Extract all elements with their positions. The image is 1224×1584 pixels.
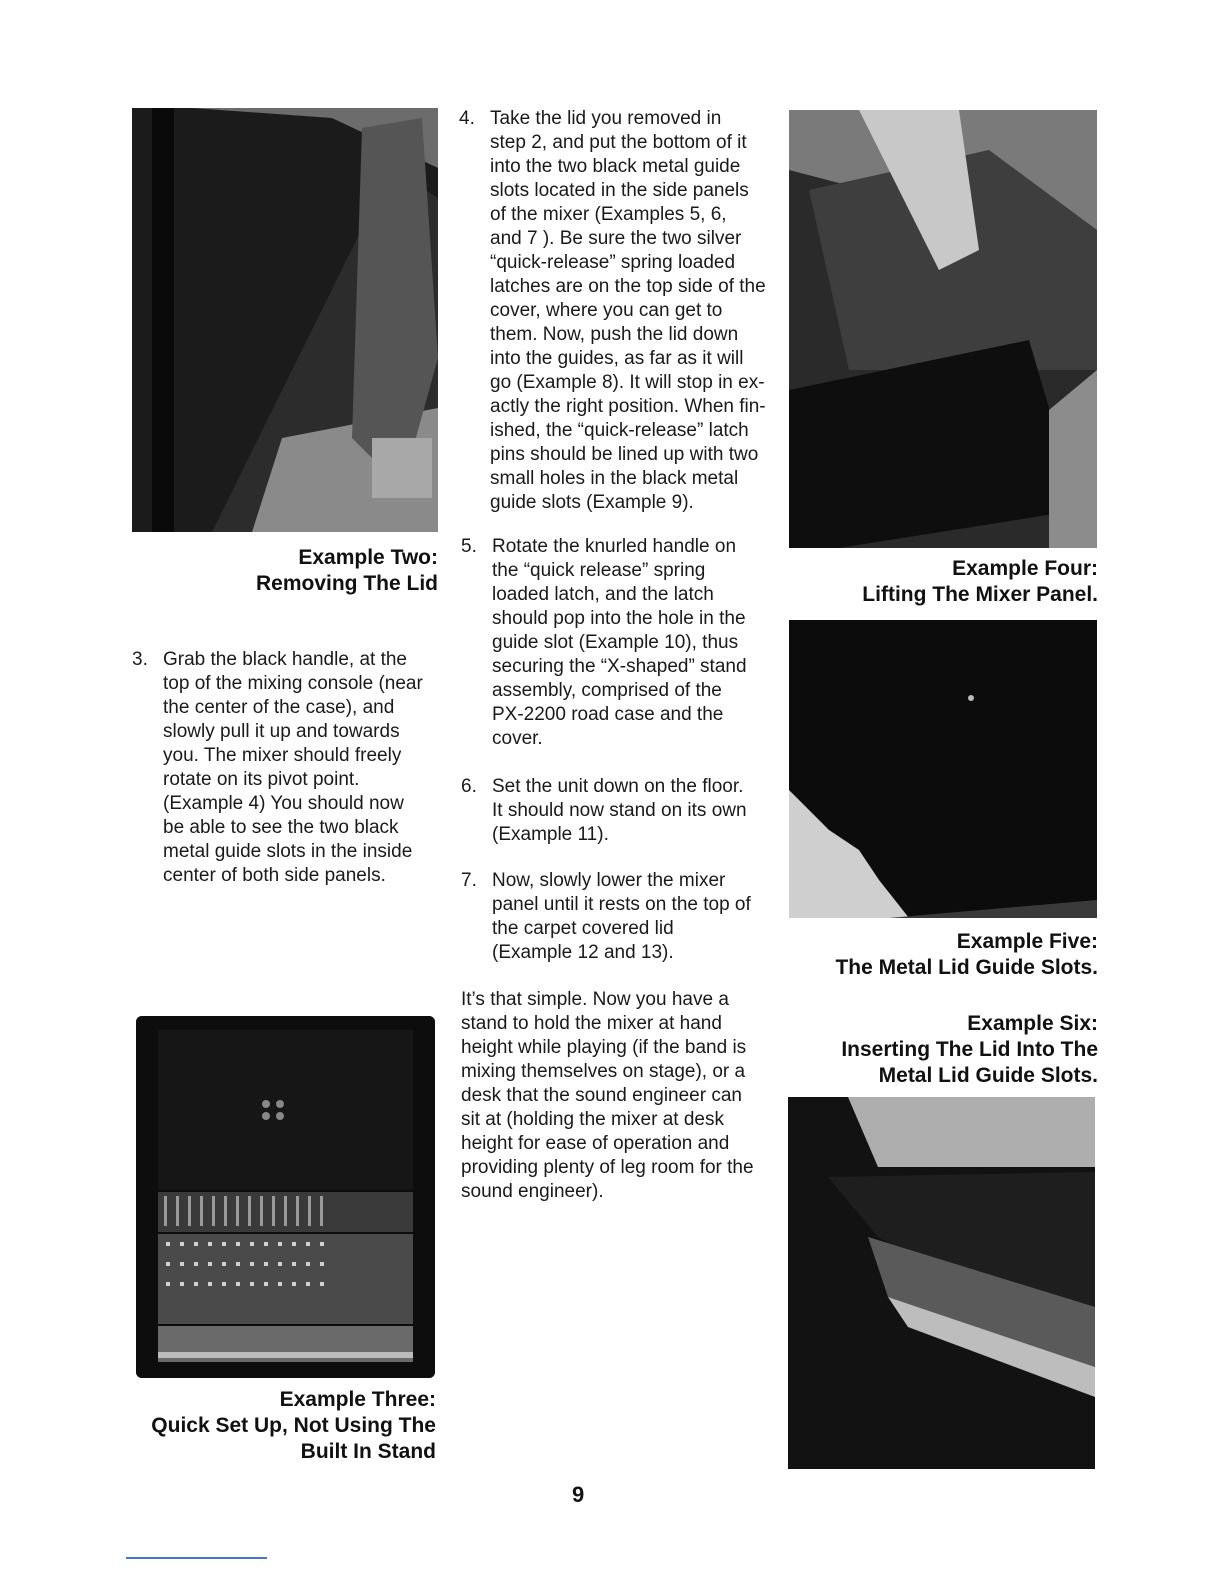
text-line: latches are on the top side of the bbox=[490, 276, 766, 297]
text-line: (Example 11). bbox=[492, 824, 609, 845]
step-number: 4. bbox=[459, 108, 475, 129]
caption-example-five bbox=[800, 929, 1098, 981]
closing-paragraph bbox=[461, 988, 776, 1204]
text-line: the carpet covered lid bbox=[492, 918, 674, 939]
text-line: step 2, and put the bottom of it bbox=[490, 132, 747, 153]
step-7 bbox=[461, 869, 771, 965]
step-number: 7. bbox=[461, 870, 477, 891]
step-3 bbox=[132, 648, 442, 888]
text-line: It should now stand on its own bbox=[492, 800, 747, 821]
text-line: stand to hold the mixer at hand bbox=[461, 1013, 722, 1034]
caption-example-two bbox=[200, 545, 438, 597]
text-line: “quick-release” spring loaded bbox=[490, 252, 736, 273]
text-line: Now, slowly lower the mixer bbox=[492, 870, 726, 891]
photo-example-five bbox=[789, 620, 1097, 918]
step-number: 5. bbox=[461, 536, 477, 557]
text-line: and 7 ). Be sure the two silver bbox=[490, 228, 742, 249]
text-line: providing plenty of leg room for the bbox=[461, 1157, 754, 1178]
text-line: securing the “X-shaped” stand bbox=[492, 656, 747, 677]
caption-line: Example Three: bbox=[279, 1388, 436, 1411]
step-6 bbox=[461, 775, 771, 847]
text-line: into the guides, as far as it will bbox=[490, 348, 744, 369]
text-line: Grab the black handle, at the bbox=[163, 649, 407, 670]
text-line: into the two black metal guide bbox=[490, 156, 741, 177]
text-line: Take the lid you removed in bbox=[490, 108, 722, 129]
text-line: metal guide slots in the inside bbox=[163, 841, 413, 862]
text-line: actly the right position. When fin- bbox=[490, 396, 766, 417]
caption-line: Lifting The Mixer Panel. bbox=[862, 583, 1098, 606]
text-line: you. The mixer should freely bbox=[163, 745, 402, 766]
text-line: of the mixer (Examples 5, 6, bbox=[490, 204, 727, 225]
photo-example-four bbox=[789, 110, 1097, 548]
text-line: slowly pull it up and towards bbox=[163, 721, 400, 742]
text-line: panel until it rests on the top of bbox=[492, 894, 751, 915]
step-number: 3. bbox=[132, 649, 148, 670]
text-line: the “quick release” spring bbox=[492, 560, 706, 581]
text-line: top of the mixing console (near bbox=[163, 673, 423, 694]
caption-example-six bbox=[800, 1011, 1098, 1089]
bottom-rule bbox=[126, 1557, 267, 1559]
text-line: height while playing (if the band is bbox=[461, 1037, 747, 1058]
caption-line: The Metal Lid Guide Slots. bbox=[835, 956, 1098, 979]
text-line: be able to see the two black bbox=[163, 817, 399, 838]
text-line: desk that the sound engineer can bbox=[461, 1085, 742, 1106]
text-line: mixing themselves on stage), or a bbox=[461, 1061, 746, 1082]
text-line: ished, the “quick-release” latch bbox=[490, 420, 749, 441]
photo-example-two bbox=[132, 108, 438, 532]
caption-line: Removing The Lid bbox=[255, 572, 438, 595]
text-line: sit at (holding the mixer at desk bbox=[461, 1109, 724, 1130]
text-line: Set the unit down on the floor. bbox=[492, 776, 744, 797]
text-line: sound engineer). bbox=[461, 1181, 604, 1202]
text-line: the center of the case), and bbox=[163, 697, 395, 718]
text-line: them. Now, push the lid down bbox=[490, 324, 739, 345]
photo-example-three bbox=[136, 1016, 435, 1378]
caption-line: Example Six: bbox=[967, 1012, 1098, 1035]
text-line: rotate on its pivot point. bbox=[163, 769, 360, 790]
text-line: Rotate the knurled handle on bbox=[492, 536, 737, 557]
caption-line: Example Five: bbox=[956, 930, 1098, 953]
text-line: guide slots (Example 9). bbox=[490, 492, 694, 513]
text-line: loaded latch, and the latch bbox=[492, 584, 714, 605]
caption-line: Metal Lid Guide Slots. bbox=[878, 1064, 1098, 1087]
step-4 bbox=[459, 107, 774, 515]
step-number: 6. bbox=[461, 776, 477, 797]
text-line: (Example 12 and 13). bbox=[492, 942, 674, 963]
caption-example-three bbox=[120, 1387, 436, 1465]
text-line: center of both side panels. bbox=[163, 865, 386, 886]
text-line: assembly, comprised of the bbox=[492, 680, 722, 701]
text-line: slots located in the side panels bbox=[490, 180, 749, 201]
text-line: height for ease of operation and bbox=[461, 1133, 730, 1154]
caption-line: Example Two: bbox=[298, 546, 438, 569]
step-5 bbox=[461, 535, 771, 751]
text-line: It’s that simple. Now you have a bbox=[461, 989, 729, 1010]
caption-line: Quick Set Up, Not Using The bbox=[151, 1414, 436, 1437]
text-line: small holes in the black metal bbox=[490, 468, 739, 489]
text-line: PX-2200 road case and the bbox=[492, 704, 724, 725]
caption-line: Example Four: bbox=[952, 557, 1098, 580]
text-line: should pop into the hole in the bbox=[492, 608, 746, 629]
text-line: go (Example 8). It will stop in ex- bbox=[490, 372, 765, 393]
photo-example-six bbox=[788, 1097, 1095, 1469]
text-line: (Example 4) You should now bbox=[163, 793, 404, 814]
caption-line: Inserting The Lid Into The bbox=[841, 1038, 1098, 1061]
text-line: cover, where you can get to bbox=[490, 300, 723, 321]
text-line: cover. bbox=[492, 728, 543, 749]
caption-line: Built In Stand bbox=[300, 1440, 436, 1463]
text-line: guide slot (Example 10), thus bbox=[492, 632, 739, 653]
text-line: pins should be lined up with two bbox=[490, 444, 759, 465]
page-number: 9 bbox=[572, 1482, 585, 1507]
caption-example-four bbox=[810, 556, 1098, 608]
